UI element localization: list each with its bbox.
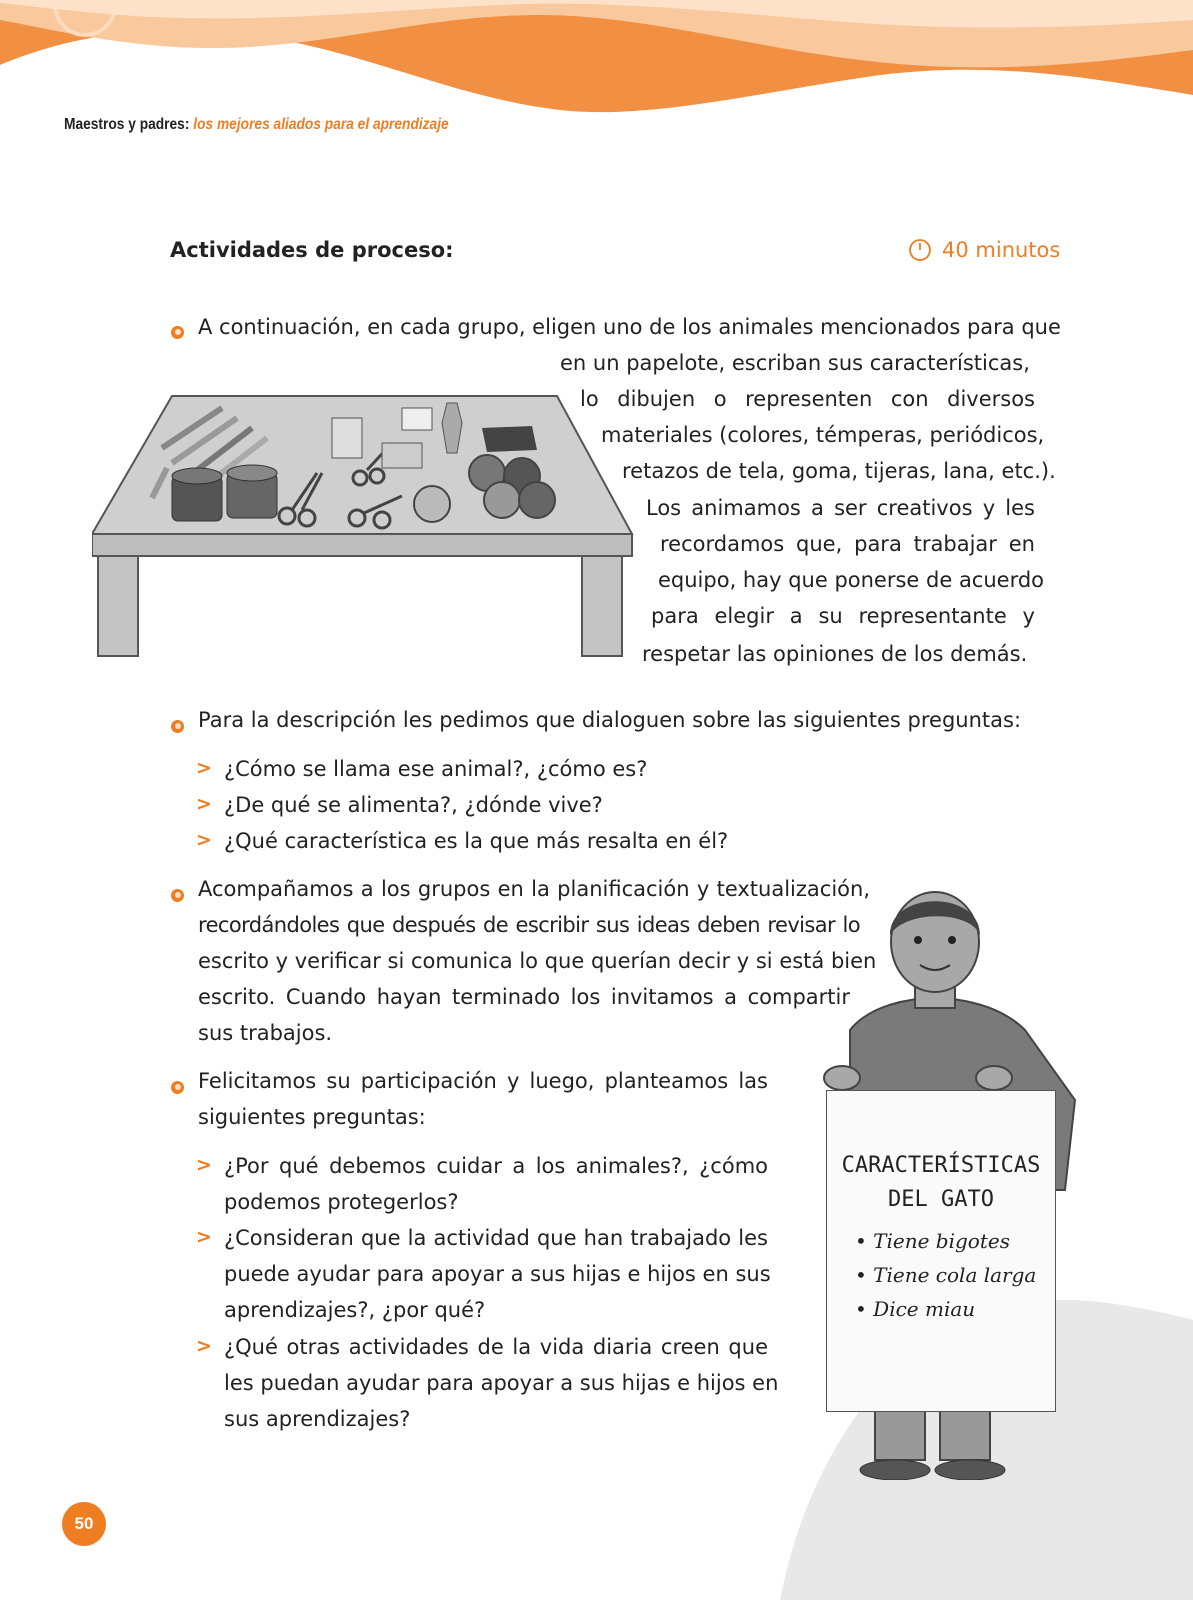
p4-question-line: ¿Qué otras actividades de la vida diaria creen que bbox=[224, 1335, 768, 1359]
p4-question-line: sus aprendizajes? bbox=[224, 1407, 411, 1431]
clock-icon bbox=[908, 238, 932, 262]
chevron-right-icon: > bbox=[196, 1335, 212, 1357]
chevron-right-icon: > bbox=[196, 1154, 212, 1176]
p2-text: Para la descripción les pedimos que dialoguen sobre las siguientes preguntas: bbox=[198, 708, 1022, 732]
p2-question: ¿Qué característica es la que más resalta en él? bbox=[224, 829, 729, 853]
duration bbox=[908, 238, 1060, 262]
p1-line: Los animamos a ser creativos y les bbox=[646, 496, 1035, 520]
running-header bbox=[64, 116, 449, 134]
p4-question-line: ¿Consideran que la actividad que han trabajado les bbox=[224, 1226, 768, 1250]
p3-line: escrito. Cuando hayan terminado los invitamos a compartir bbox=[198, 985, 850, 1009]
bullet-icon bbox=[171, 889, 184, 902]
p1-line: equipo, hay que ponerse de acuerdo bbox=[658, 568, 1045, 592]
p4-question-line: puede ayudar para apoyar a sus hijas e hijos en sus bbox=[224, 1262, 771, 1286]
p4-question-line: les puedan ayudar para apoyar a sus hijas e hijos en bbox=[224, 1371, 779, 1395]
sign-item: • Tiene cola larga bbox=[855, 1263, 1037, 1287]
section-title: Actividades de proceso: bbox=[170, 238, 454, 262]
p2-question: ¿Cómo se llama ese animal?, ¿cómo es? bbox=[224, 757, 648, 781]
duration-text: 40 minutos bbox=[942, 238, 1061, 262]
p4-line: Felicitamos su participación y luego, planteamos las bbox=[198, 1069, 768, 1093]
p2-question: ¿De qué se alimenta?, ¿dónde vive? bbox=[224, 793, 603, 817]
characteristics-sign bbox=[826, 1090, 1056, 1412]
p1-line: lo dibujen o representen con diversos bbox=[580, 387, 1035, 411]
bullet-icon bbox=[171, 1081, 184, 1094]
p4-line: siguientes preguntas: bbox=[198, 1105, 426, 1129]
craft-table-illustration bbox=[92, 388, 652, 668]
p1-line bbox=[560, 351, 1035, 375]
header-prefix: Maestros y padres: bbox=[64, 116, 190, 133]
chevron-right-icon: > bbox=[196, 829, 212, 851]
p1-line: materiales (colores, témperas, periódicos, bbox=[601, 423, 1045, 447]
header-accent: los mejores aliados para el aprendizaje bbox=[189, 116, 449, 133]
p1-line: recordamos que, para trabajar en bbox=[660, 532, 1035, 556]
chevron-right-icon: > bbox=[196, 793, 212, 815]
p4-question-line: podemos protegerlos? bbox=[224, 1190, 459, 1214]
p3-line: escrito y verificar si comunica lo que querían decir y si está bien bbox=[198, 949, 877, 973]
sign-item: • Tiene bigotes bbox=[855, 1229, 1010, 1253]
p1-line: A continuación, en cada grupo, eligen uno de los animales mencionados para que bbox=[198, 315, 1061, 339]
sign-item: • Dice miau bbox=[855, 1297, 976, 1321]
p1-line: retazos de tela, goma, tijeras, lana, etc.). bbox=[622, 459, 1056, 483]
sign-title-line: DEL GATO bbox=[888, 1187, 994, 1212]
p1-line: respetar las opiniones de los demás. bbox=[642, 642, 1028, 666]
page-number: 50 bbox=[62, 1502, 106, 1546]
bullet-icon bbox=[171, 720, 184, 733]
p4-question-line: ¿Por qué debemos cuidar a los animales?, ¿cómo bbox=[224, 1154, 768, 1178]
chevron-right-icon: > bbox=[196, 1226, 212, 1248]
p3-line: sus trabajos. bbox=[198, 1021, 333, 1045]
sign-title-line: CARACTERÍSTICAS bbox=[841, 1153, 1041, 1178]
p1-line: para elegir a su representante y bbox=[651, 604, 1035, 628]
p3-line: recordándoles que después de escribir sus ideas deben revisar lo bbox=[198, 913, 860, 937]
bullet-icon bbox=[171, 326, 184, 339]
p1-line-text: en un papelote, escriban sus características, bbox=[560, 351, 1030, 375]
sign-title bbox=[827, 1149, 1055, 1217]
chevron-right-icon: > bbox=[196, 757, 212, 779]
p3-line: Acompañamos a los grupos en la planificación y textualización, bbox=[198, 877, 870, 901]
p4-question-line: aprendizajes?, ¿por qué? bbox=[224, 1298, 486, 1322]
